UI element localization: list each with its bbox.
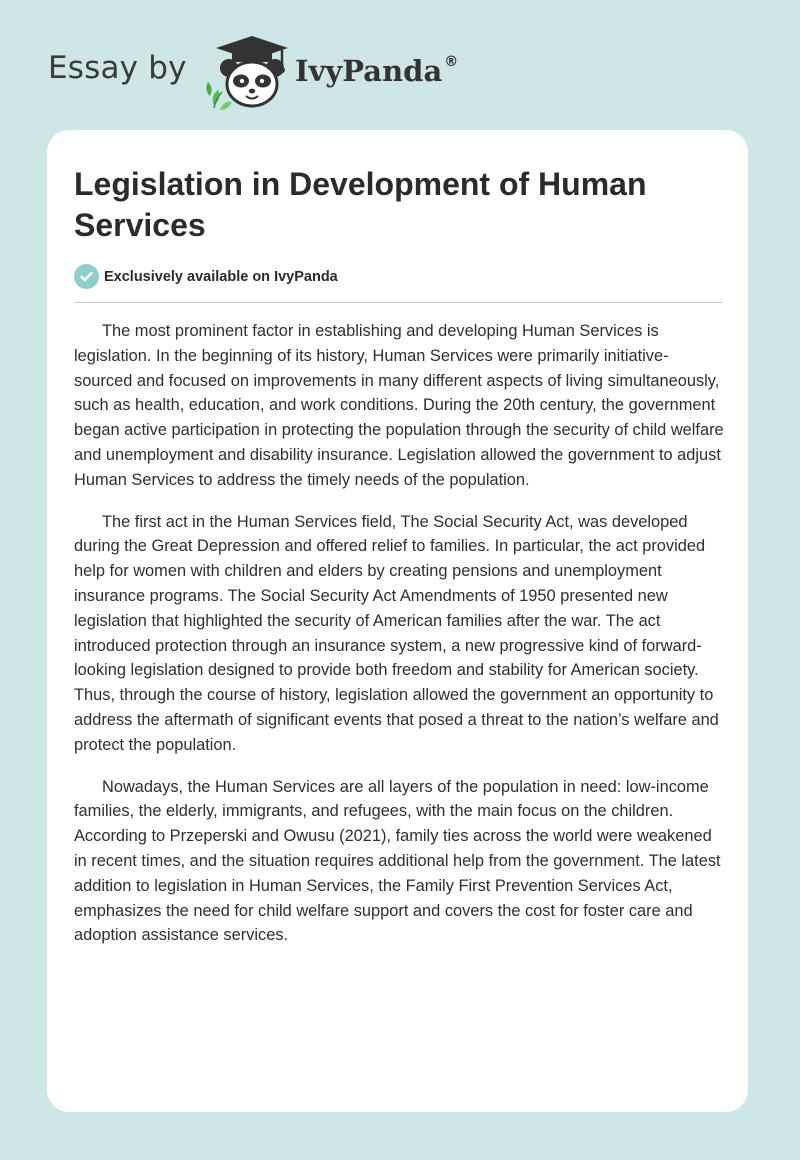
exclusive-label: Exclusively available on IvyPanda: [104, 268, 338, 285]
divider: [74, 302, 722, 303]
exclusive-badge: [74, 263, 338, 290]
ivypanda-logo[interactable]: [202, 32, 298, 112]
paragraph: The most prominent factor in establishing and developing Human Services is legislation. In the beginning of its history, Human Services were primarily initiative-sourced and focused on improvements in many different aspects of living simultaneously, such as health, education, and work conditions. During the 20th century, the government began active participation in protecting the population through the security of child welfare and unemployment and disability insurance. Legislation allowed the government to adjust Human Services to address the timely needs of the population.: [74, 322, 724, 489]
check-icon: [74, 264, 99, 289]
essay-by-label: Essay by: [48, 50, 187, 86]
paragraph: The first act in the Human Services field, The Social Security Act, was developed during the Great Depression and offered relief to families. In particular, the act provided help for women with children and elders by creating pensions and unemployment insurance programs. The Social Security Act Amendments of 1950 presented new legislation that highlighted the security of American families after the war. The act introduced protection through an insurance system, a new progressive kind of forward-looking legislation designed to provide both freedom and stability for American society. Thus, through the course of history, legislation allowed the government an opportunity to address the aftermath of significant events that posed a threat to the nation’s welfare and protect the population.: [74, 512, 719, 754]
essay-card: [47, 130, 748, 1112]
site-header: [48, 32, 508, 112]
essay-body: [74, 319, 724, 965]
registered-mark: ®: [444, 54, 459, 71]
paragraph: Nowadays, the Human Services are all layers of the population in need: low-income families, the elderly, immigrants, and refugees, with the main focus on the children. According to Przeperski and Owusu (2021), family ties across the world were weakened in recent times, and the situation requires additional help from the government. The latest addition to legislation in Human Services, the Family First Prevention Services Act, emphasizes the need for child welfare support and covers the cost for foster care and adoption assistance services.: [74, 777, 721, 945]
panda-graduate-logo-icon: [202, 32, 298, 112]
essay-title: Legislation in Development of Human Services: [74, 166, 647, 243]
brand-name[interactable]: [295, 54, 458, 88]
brand-name-text: IvyPanda: [295, 54, 443, 88]
